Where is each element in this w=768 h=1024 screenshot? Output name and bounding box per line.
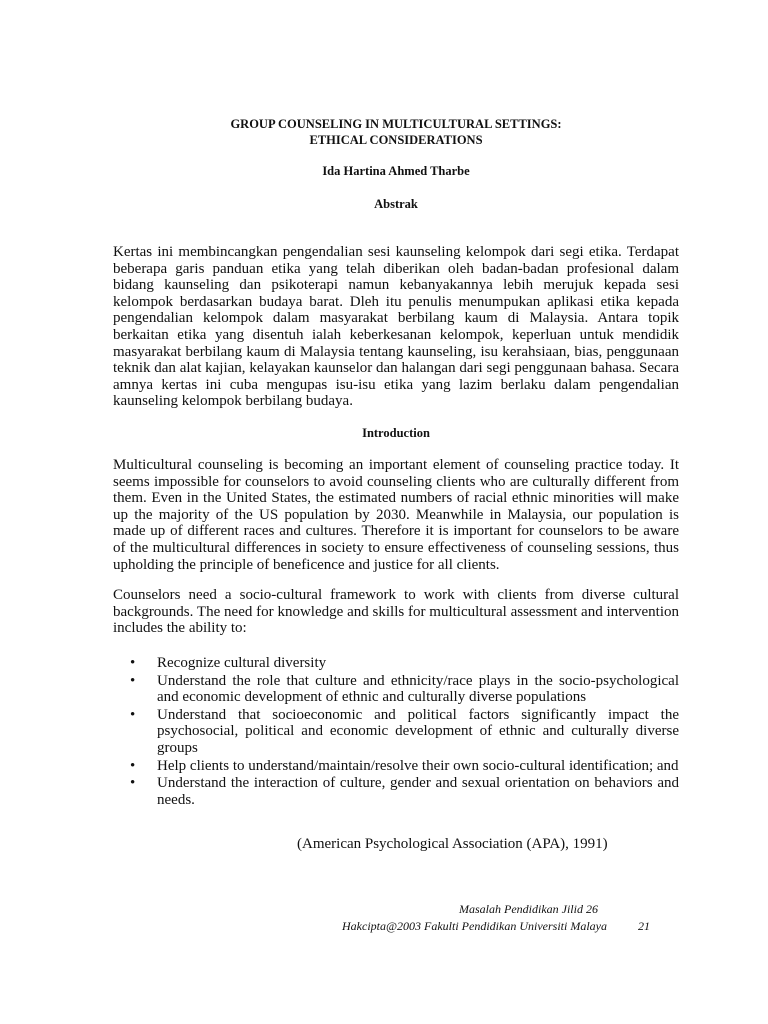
introduction-paragraph-1: Multicultural counseling is becoming an important element of counseling practice today. It seems impossible for counselors to avoid counseling clients who are culturally different from them. Even in the United States, the estimated numbers of racial ethnic minorities will make up the majority of the US population by 2030. Meanwhile in Malaysia, our population is made up of different races and cultures. Therefore it is important for counselors to be aware of the multicultural differences in society to ensure effectiveness of counseling sessions, thus upholding the principle of beneficence and justice for all clients. <box>113 457 679 573</box>
introduction-heading: Introduction <box>362 426 430 440</box>
footer-journal: Masalah Pendidikan Jilid 26 <box>459 902 598 916</box>
footer-copyright: Hakcipta@2003 Fakulti Pendidikan Universiti Malaya <box>342 919 607 933</box>
bullet-text: Understand the interaction of culture, gender and sexual orientation on behaviors and needs. <box>157 775 679 808</box>
bullet-item <box>113 655 679 672</box>
bullet-item <box>113 758 679 775</box>
bullet-item <box>113 707 679 757</box>
bullet-icon: • <box>130 775 136 792</box>
bullet-icon: • <box>130 655 136 671</box>
bullet-icon: • <box>130 706 136 723</box>
document-title <box>113 116 679 148</box>
bullet-item <box>113 775 679 808</box>
bullet-item <box>113 673 679 706</box>
citation: (American Psychological Association (APA), 1991) <box>297 836 608 852</box>
bullet-text: Help clients to understand/maintain/resolve their own socio-cultural identification; and <box>157 757 679 774</box>
introduction-paragraph-2: Counselors need a socio-cultural framework to work with clients from diverse cultural backgrounds. The need for knowledge and skills for multicultural assessment and intervention includes the ability to: <box>113 587 679 637</box>
abstract-paragraph: Kertas ini membincangkan pengendalian sesi kaunseling kelompok dari segi etika. Terdapat beberapa garis panduan etika yang telah diberikan oleh badan-badan profesional dalam bidang kaunseling dan psikoterapi namun kebanyakannya lebih merujuk kepada sesi kelompok berdasarkan budaya barat. Dleh itu penulis menumpukan aplikasi etika kepada pengendalian kelompok dalam masyarakat berbilang kaum di Malaysia. Antara topik berkaitan etika yang disentuh ialah keberkesanan kelompok, keperluan untuk mendidik masyarakat berbilang kaum di Malaysia tentang kaunseling, isu kerahsiaan, bias, penggunaan teknik dan alat kajian, kelayakan kaunselor dan halangan dari segi penggunaan bahasa. Secara amnya kertas ini cuba mengupas isu-isu etika yang lazim berlaku dalam pengendalian kaunseling kelompok berbilang budaya. <box>113 244 679 410</box>
page-number: 21 <box>638 919 650 933</box>
bullet-text: Understand that socioeconomic and political factors significantly impact the psychosocial, political and economic development of ethnic and culturally diverse groups <box>157 706 679 756</box>
abilities-bullet-list <box>113 655 679 809</box>
abstract-heading: Abstrak <box>374 197 418 211</box>
title-line-1: GROUP COUNSELING IN MULTICULTURAL SETTINGS: <box>230 117 562 131</box>
author-name: Ida Hartina Ahmed Tharbe <box>322 164 470 178</box>
bullet-text: Recognize cultural diversity <box>157 655 327 671</box>
title-line-2: ETHICAL CONSIDERATIONS <box>309 133 483 147</box>
bullet-text: Understand the role that culture and ethnicity/race plays in the socio-psychological and economic development of ethnic and culturally diverse populations <box>157 672 679 706</box>
bullet-icon: • <box>130 757 136 774</box>
bullet-icon: • <box>130 672 136 689</box>
